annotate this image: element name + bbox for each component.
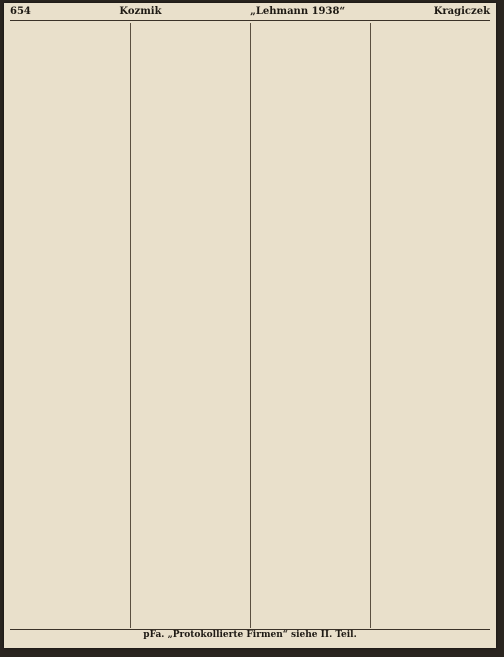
entry-column-2 bbox=[130, 23, 250, 628]
entry-column-4 bbox=[370, 23, 490, 628]
entry-columns bbox=[10, 23, 490, 628]
header-right-name: Kragiczek bbox=[433, 6, 490, 17]
directory-title: „Lehmann 1938“ bbox=[250, 6, 346, 17]
entry-column-1 bbox=[10, 23, 130, 628]
page-number: 654 bbox=[10, 6, 31, 17]
entry-column-3 bbox=[250, 23, 370, 628]
running-header bbox=[10, 6, 490, 21]
page-footer bbox=[10, 629, 490, 644]
directory-page bbox=[4, 3, 496, 648]
header-left-name: Kozmik bbox=[119, 6, 162, 17]
footer-note: pFa. „Protokollierte Firmen“ siehe II. Teil. bbox=[143, 630, 357, 640]
